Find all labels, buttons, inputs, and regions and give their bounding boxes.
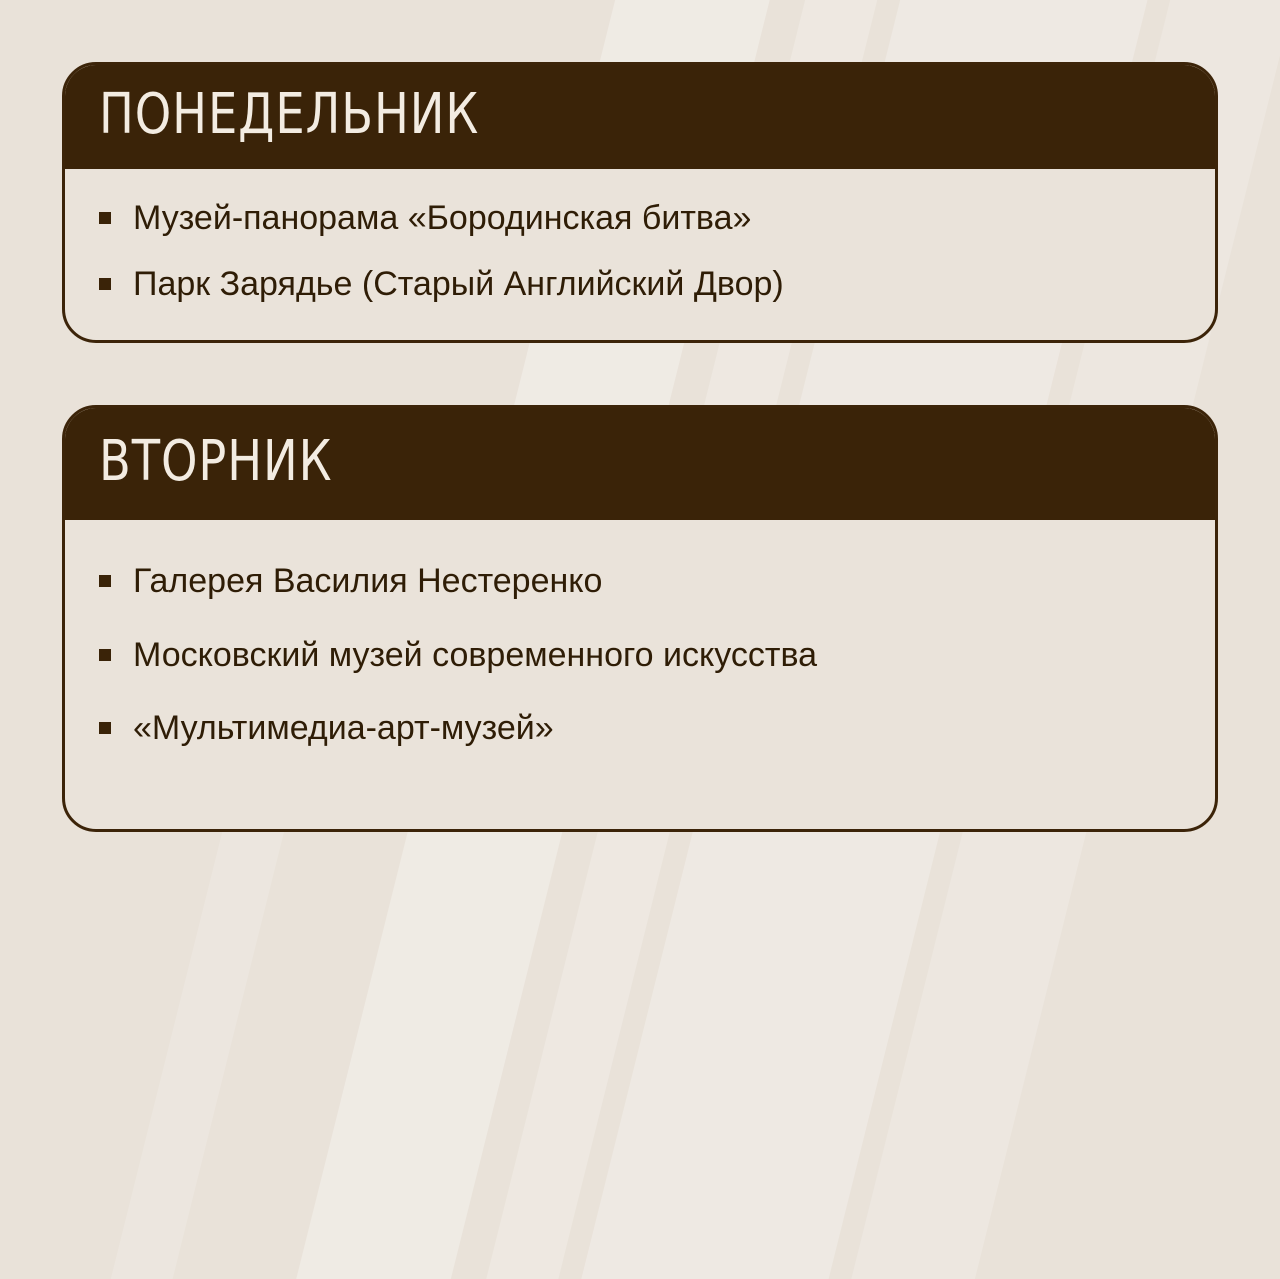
list-item	[99, 634, 1181, 678]
bullet-icon	[99, 278, 111, 290]
place-name: Московский музей современного искусства	[133, 635, 818, 674]
place-list	[99, 560, 1181, 751]
bullet-icon	[99, 575, 111, 587]
place-name: Музей-панорама «Бородинская битва»	[133, 199, 752, 237]
day-card-monday	[62, 62, 1218, 343]
list-item	[99, 707, 1181, 751]
place-name: Парк Зарядье (Старый Английский Двор)	[133, 264, 784, 303]
bullet-icon	[99, 722, 111, 734]
place-name: Галерея Василия Нестеренко	[133, 562, 603, 601]
list-item	[99, 197, 1181, 241]
day-title: ПОНЕДЕЛЬНИК	[99, 82, 480, 147]
day-card-tuesday	[62, 405, 1218, 832]
bullet-icon	[99, 212, 111, 224]
day-title: ВТОРНИК	[99, 429, 333, 495]
day-card-header	[65, 408, 1215, 520]
list-item	[99, 263, 1181, 307]
day-card-header	[65, 65, 1215, 169]
place-list	[99, 197, 1181, 306]
place-name: «Мультимедиа-арт-музей»	[133, 709, 554, 748]
list-item	[99, 560, 1181, 604]
bullet-icon	[99, 649, 111, 661]
day-card-body	[65, 169, 1215, 340]
day-card-body	[65, 520, 1215, 829]
